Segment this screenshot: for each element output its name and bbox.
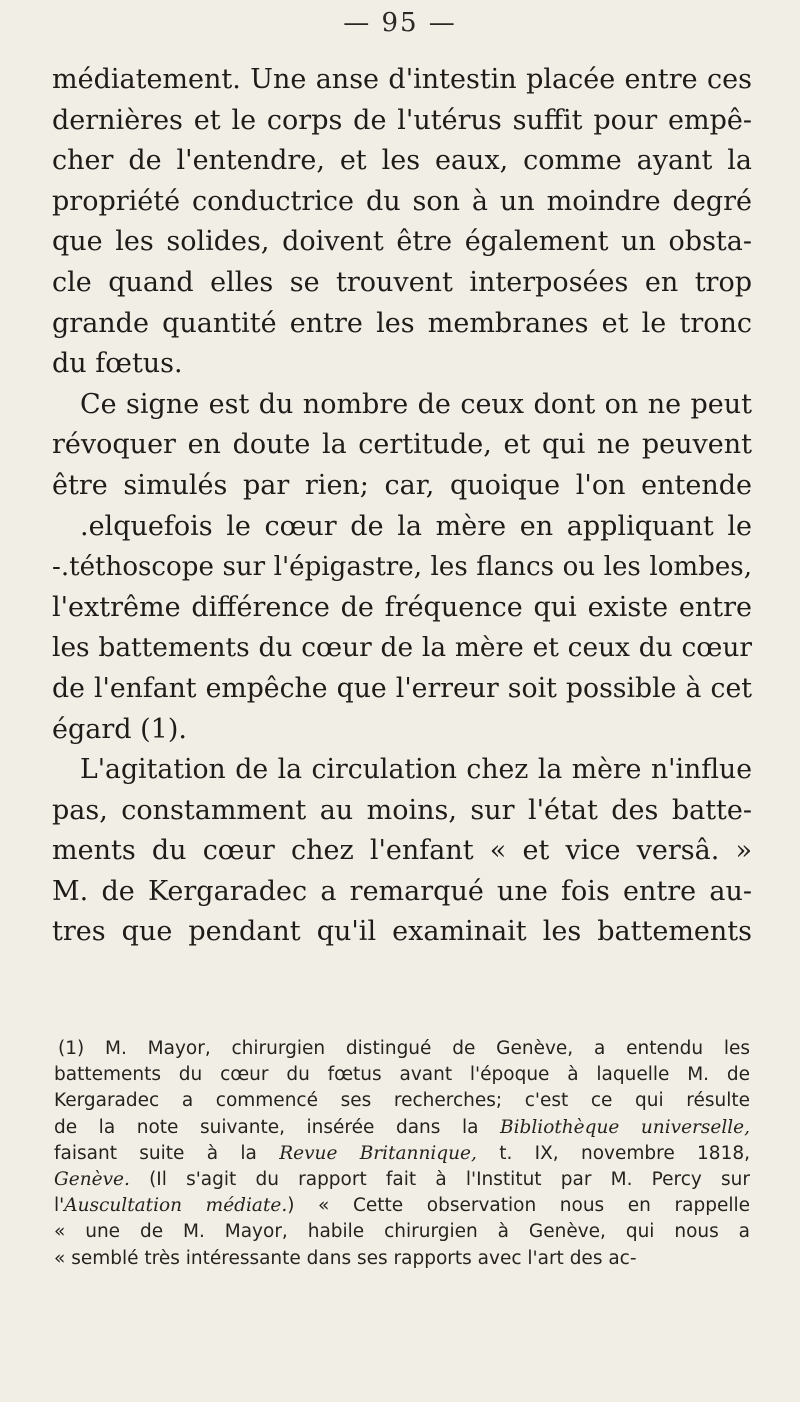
footnote-text: de la note suivante, insérée dans la	[54, 1116, 479, 1138]
footnote-italic-title: Revue Britannique,	[279, 1142, 477, 1164]
text-line: cher de l'entendre, et les eaux, comme ayant la	[52, 145, 752, 177]
text-line: que les solides, doivent être également un obsta-	[52, 226, 752, 258]
text-line: propriété conductrice du son à un moindre degré	[52, 185, 752, 217]
footnote-text: ) « Cette observation nous en rappelle	[287, 1195, 750, 1217]
text-line: .elquefois le cœur de la mère en appliquant le	[80, 510, 752, 542]
text-line: l'extrême différence de fréquence qui existe entre	[52, 591, 752, 623]
text-line: révoquer en doute la certitude, et qui ne peuvent	[52, 429, 752, 461]
text-line: ments du cœur chez l'enfant « et vice versâ. »	[52, 835, 752, 867]
footnote-text: (Il s'agit du rapport fait à l'Institut par M. Percy sur	[149, 1169, 750, 1191]
footnote-line: battements du cœur du fœtus avant l'époque à laquelle M. de	[54, 1064, 750, 1086]
footnote-line: Kergaradec a commencé ses recherches; c'est ce qui résulte	[54, 1090, 750, 1112]
text-line: L'agitation de la circulation chez la mère n'influe	[80, 754, 752, 786]
text-line: cle quand elles se trouvent interposées en trop	[52, 266, 752, 298]
text-line: Ce signe est du nombre de ceux dont on ne peut	[80, 388, 752, 420]
page-number: — 95 —	[343, 8, 457, 38]
text-line: dernières et le corps de l'utérus suffit pour empê-	[52, 104, 752, 136]
text-line: égard (1).	[52, 713, 187, 745]
footnote-line: « semblé très intéressante dans ses rapports avec l'art des ac-	[54, 1247, 637, 1269]
footnote-italic-place: Genève.	[54, 1169, 130, 1191]
footnote-text: faisant suite à la	[54, 1142, 257, 1164]
text-line: -.téthoscope sur l'épigastre, les flancs ou les lombes,	[52, 552, 752, 583]
text-line: pas, constamment au moins, sur l'état des batte-	[52, 794, 752, 826]
footnote-italic-title: Bibliothèque universelle,	[500, 1116, 750, 1138]
text-line: grande quantité entre les membranes et le tronc	[52, 307, 752, 339]
text-line: M. de Kergaradec a remarqué une fois entre au-	[52, 875, 752, 907]
footnote	[54, 1036, 750, 1272]
footnote-line: « une de M. Mayor, habile chirurgien à Genève, qui nous a	[54, 1221, 750, 1243]
main-text	[52, 60, 752, 953]
text-line: tres que pendant qu'il examinait les battements	[52, 916, 752, 948]
footnote-line	[54, 1141, 750, 1167]
footnote-line	[54, 1167, 750, 1193]
footnote-text: l'	[54, 1195, 65, 1217]
text-line: médiatement. Une anse d'intestin placée entre ces	[52, 64, 752, 95]
text-line: les battements du cœur de la mère et ceux du cœur	[52, 632, 752, 664]
footnote-line	[54, 1193, 750, 1219]
footnote-text: t. IX, novembre 1818,	[499, 1142, 750, 1164]
footnote-line: (1) M. Mayor, chirurgien distingué de Genève, a entendu les	[58, 1038, 750, 1059]
footnote-line	[54, 1115, 750, 1141]
text-line: de l'enfant empêche que l'erreur soit possible à cet	[52, 672, 752, 704]
text-line: être simulés par rien; car, quoique l'on entende	[52, 469, 752, 501]
footnote-italic-title: Auscultation médiate.	[64, 1195, 288, 1217]
text-line: du fœtus.	[52, 348, 183, 380]
